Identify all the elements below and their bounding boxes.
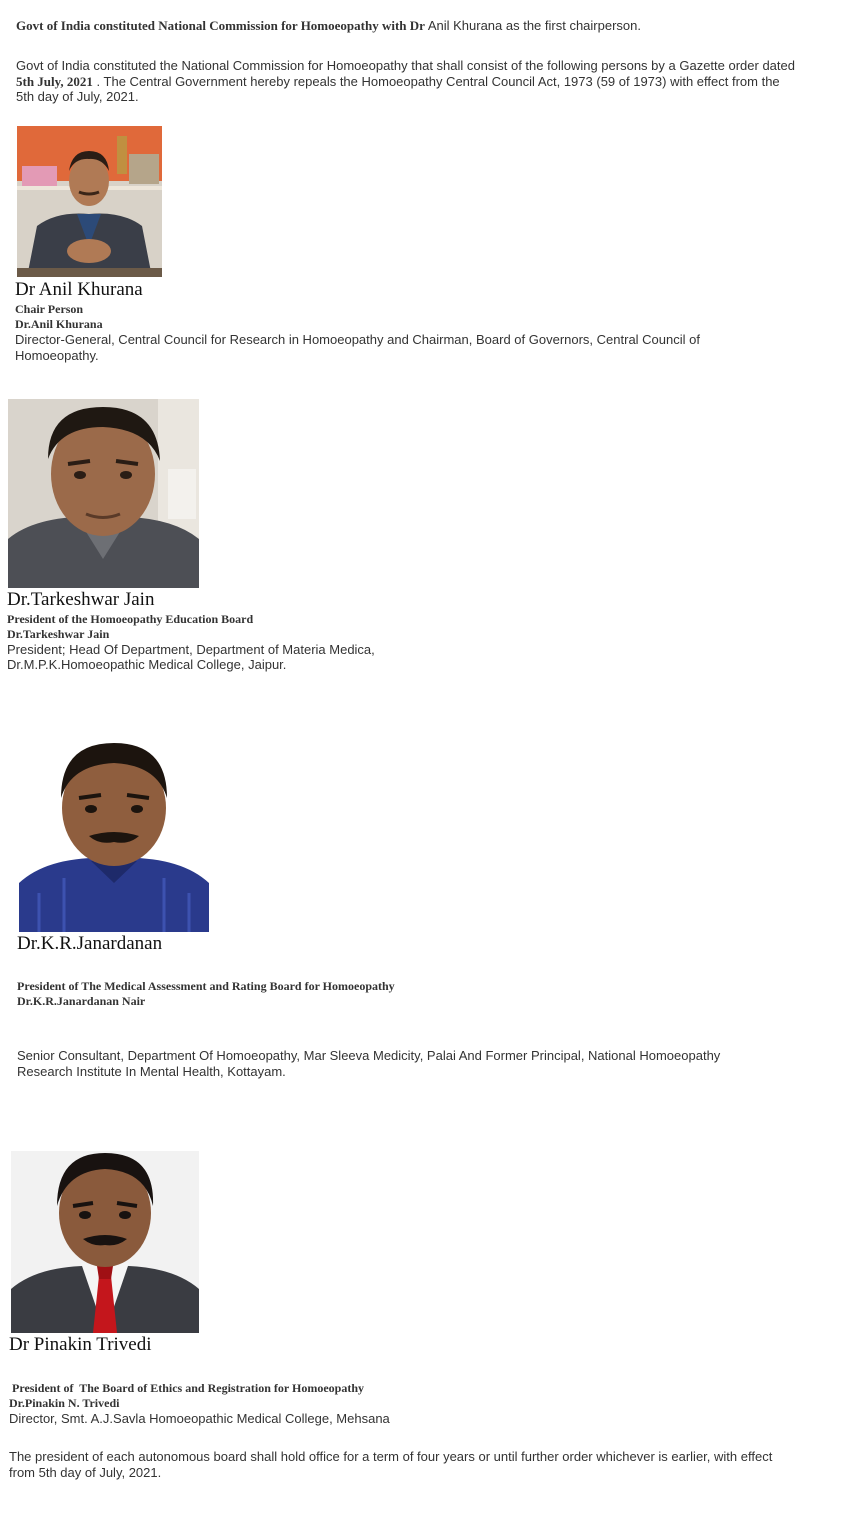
page-headline <box>16 18 641 34</box>
intro-paragraph <box>16 58 796 105</box>
member-full-name: Dr.Pinakin N. Trivedi <box>9 1396 120 1410</box>
member-role: Chair Person <box>15 302 84 316</box>
intro-text-2: . The Central Government hereby repeals the Homoeopathy Central Council Act, 1973 (59 of 1973) with effect from the 5th day of July, 2021. <box>16 73 780 104</box>
member-description-line1: President; Head Of Department, Department of Materia Medica, <box>7 642 375 657</box>
member-description: Director, Smt. A.J.Savla Homoeopathic Medical College, Mehsana <box>9 1411 390 1426</box>
member-role-text: President of The Board of Ethics and Registration for Homoeopathy <box>12 1381 365 1395</box>
gazette-date: 5th July, 2021 <box>16 73 93 89</box>
term-notice: The president of each autonomous board shall hold office for a term of four years or until further order whichever is earlier, with effect from 5th day of July, 2021. <box>9 1449 773 1480</box>
headline-rest: Anil Khurana as the first chairperson. <box>424 18 641 33</box>
photo-pinakin-trivedi <box>11 1151 199 1333</box>
member-role: President of The Medical Assessment and Rating Board for Homoeopathy <box>17 979 395 993</box>
photo-kr-janardanan <box>19 743 209 932</box>
member-name: Dr Pinakin Trivedi <box>9 1334 152 1355</box>
photo-anil-khurana <box>17 126 162 277</box>
member-role: President of the Homoeopathy Education Board <box>7 612 254 626</box>
photo-tarkeshwar-jain <box>8 399 199 588</box>
member-description-line2: Dr.M.P.K.Homoeopathic Medical College, Jaipur. <box>7 657 287 672</box>
member-name: Dr.Tarkeshwar Jain <box>7 589 155 610</box>
intro-text-1: Govt of India constituted the National Commission for Homoeopathy that shall consist of the following persons by a Gazette order dated <box>16 58 795 73</box>
member-description: Senior Consultant, Department Of Homoeopathy, Mar Sleeva Medicity, Palai And Former Principal, National Homoeopathy Research Institute In Mental Health, Kottayam. <box>17 1048 721 1079</box>
member-description: Director-General, Central Council for Research in Homoeopathy and Chairman, Board of Governors, Central Council of Homoeopathy. <box>15 332 700 363</box>
member-full-name: Dr.Tarkeshwar Jain <box>7 627 110 641</box>
member-role <box>9 1381 364 1396</box>
member-full-name: Dr.Anil Khurana <box>15 317 103 331</box>
member-name: Dr.K.R.Janardanan <box>17 933 163 954</box>
headline-bold: Govt of India constituted National Commission for Homoeopathy with Dr <box>16 18 425 33</box>
member-full-name: Dr.K.R.Janardanan Nair <box>17 994 146 1008</box>
member-name: Dr Anil Khurana <box>15 279 143 300</box>
